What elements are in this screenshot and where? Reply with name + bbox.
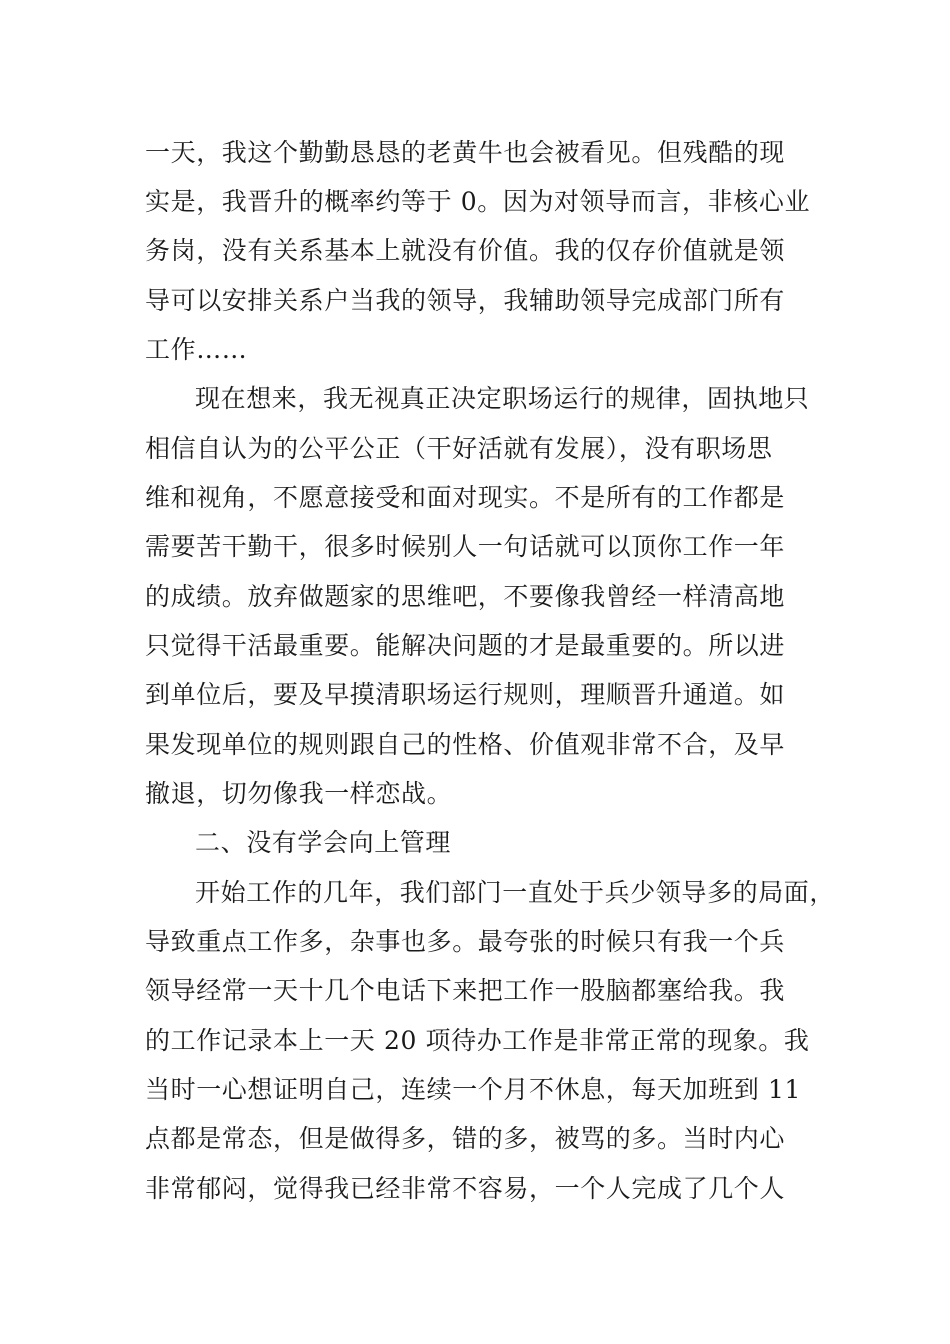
text-line: 一天，我这个勤勤恳恳的老黄牛也会被看见。但残酷的现	[145, 138, 786, 167]
text-line: 实是，我晋升的概率约等于 0。因为对领导而言，非核心业	[145, 187, 811, 216]
text-line: 果发现单位的规则跟自己的性格、价值观非常不合，及早	[145, 730, 786, 759]
text-line: 务岗，没有关系基本上就没有价值。我的仅存价值就是领	[145, 236, 786, 265]
text-line: 需要苦干勤干，很多时候别人一句话就可以顶你工作一年	[145, 532, 786, 561]
text-line: 的成绩。放弃做题家的思维吧，不要像我曾经一样清高地	[145, 582, 786, 611]
text-line: 导致重点工作多，杂事也多。最夸张的时候只有我一个兵	[145, 927, 786, 956]
text-line: 撤退，切勿像我一样恋战。	[145, 779, 453, 808]
text-line: 到单位后，要及早摸清职场运行规则，理顺晋升通道。如	[145, 680, 786, 709]
text-line: 非常郁闷，觉得我已经非常不容易，一个人完成了几个人	[145, 1174, 786, 1203]
text-line: 的工作记录本上一天 20 项待办工作是非常正常的现象。我	[145, 1026, 810, 1055]
section-heading: 二、没有学会向上管理	[195, 828, 452, 857]
text-line: 当时一心想证明自己，连续一个月不休息，每天加班到 11	[145, 1075, 801, 1104]
text-line: 工作……	[145, 335, 248, 364]
text-line: 只觉得干活最重要。能解决问题的才是最重要的。所以进	[145, 631, 786, 660]
text-line: 相信自认为的公平公正（干好活就有发展），没有职场思	[145, 434, 773, 463]
text-line: 领导经常一天十几个电话下来把工作一股脑都塞给我。我	[145, 976, 786, 1005]
paragraph-first-line: 开始工作的几年，我们部门一直处于兵少领导多的局面，	[195, 878, 836, 907]
text-line: 导可以安排关系户当我的领导，我辅助领导完成部门所有	[145, 286, 786, 315]
text-line: 维和视角，不愿意接受和面对现实。不是所有的工作都是	[145, 483, 786, 512]
text-line: 点都是常态，但是做得多，错的多，被骂的多。当时内心	[145, 1124, 786, 1153]
paragraph-first-line: 现在想来，我无视真正决定职场运行的规律，固执地只	[195, 384, 810, 413]
